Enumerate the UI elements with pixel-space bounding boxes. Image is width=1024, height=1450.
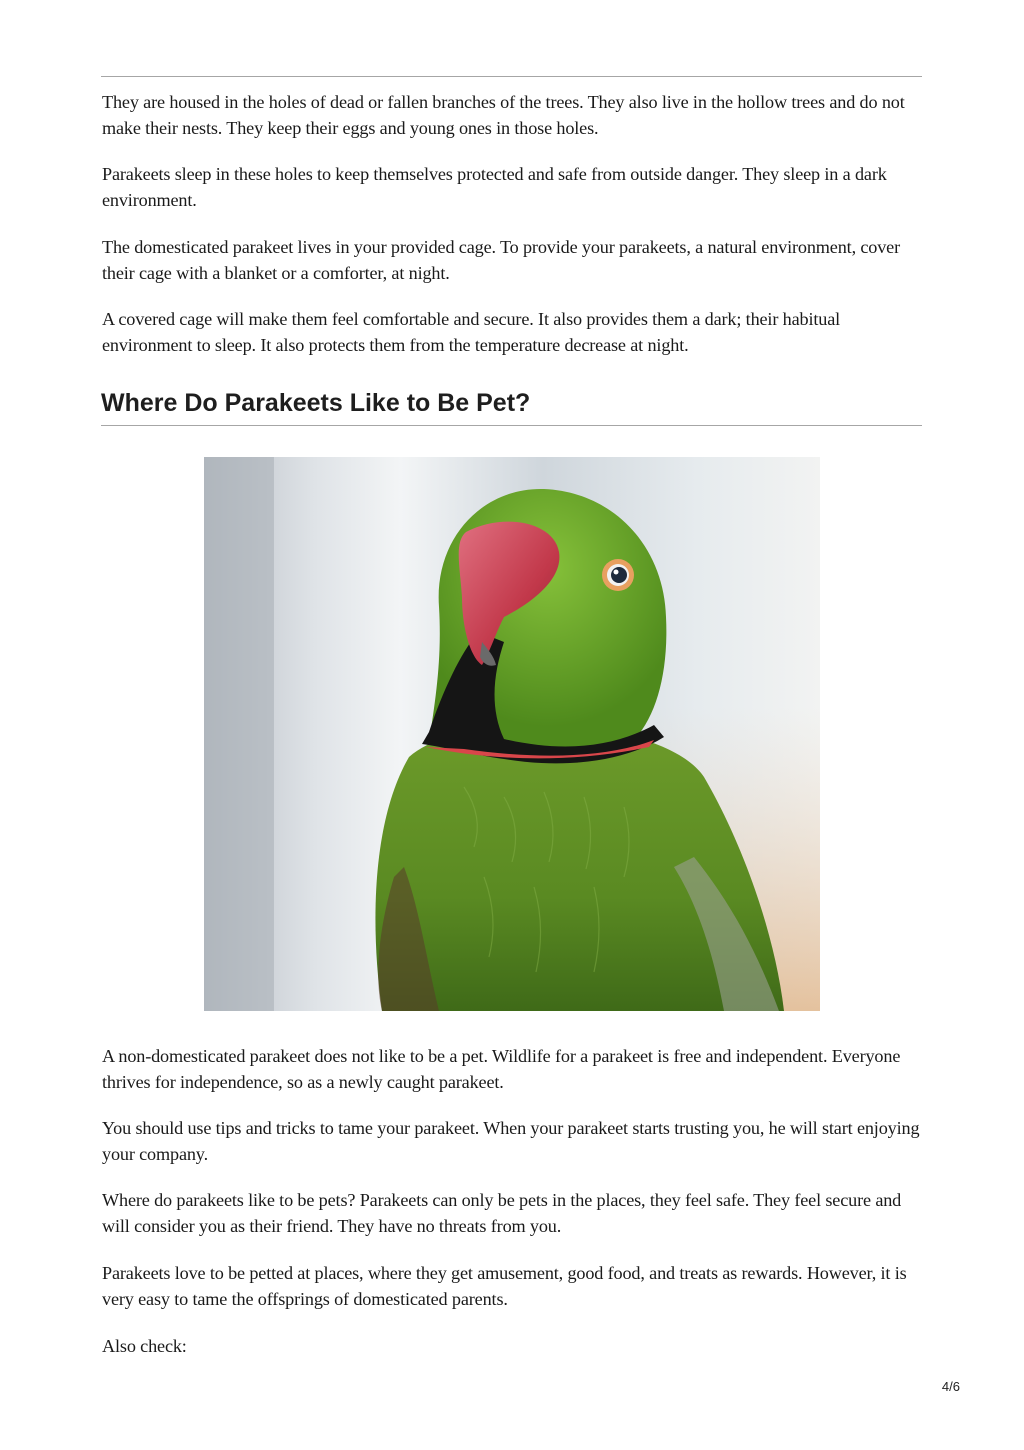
paragraph-nesting-holes: They are housed in the holes of dead or fallen branches of the trees. They also live in the hollow trees and do not make their nests. They keep their eggs and young ones in those holes. [102,92,905,138]
top-divider [101,76,922,77]
paragraph-sleep-holes: Parakeets sleep in these holes to keep themselves protected and safe from outside danger. They sleep in a dark environment. [102,164,887,210]
parakeet-photo [204,457,820,1011]
paragraph-petting-rewards: Parakeets love to be petted at places, where they get amusement, good food, and treats as rewards. However, it is very easy to tame the offsprings of domesticated parents. [102,1263,907,1309]
paragraph-also-check: Also check: [102,1336,187,1356]
page-number: 4/6 [941,1379,960,1394]
heading-divider [101,425,922,426]
section-heading: Where Do Parakeets Like to Be Pet? [101,389,531,417]
paragraph-tips-and-tricks: You should use tips and tricks to tame your parakeet. When your parakeet starts trusting you, he will start enjoying your company. [102,1118,920,1164]
paragraph-where-to-pet: Where do parakeets like to be pets? Parakeets can only be pets in the places, they feel safe. They feel secure and will consider you as their friend. They have no threats from you. [102,1190,902,1236]
paragraph-non-domesticated: A non-domesticated parakeet does not like to be a pet. Wildlife for a parakeet is free and independent. Everyone thrives for independence, so as a newly caught parakeet. [102,1046,901,1092]
paragraph-covered-cage: A covered cage will make them feel comfortable and secure. It also provides them a dark; their habitual environment to sleep. It also protects them from the temperature decrease at night. [102,309,841,355]
paragraph-domestic-cage: The domesticated parakeet lives in your provided cage. To provide your parakeets, a natural environment, cover their cage with a blanket or a comforter, at night. [102,237,901,283]
